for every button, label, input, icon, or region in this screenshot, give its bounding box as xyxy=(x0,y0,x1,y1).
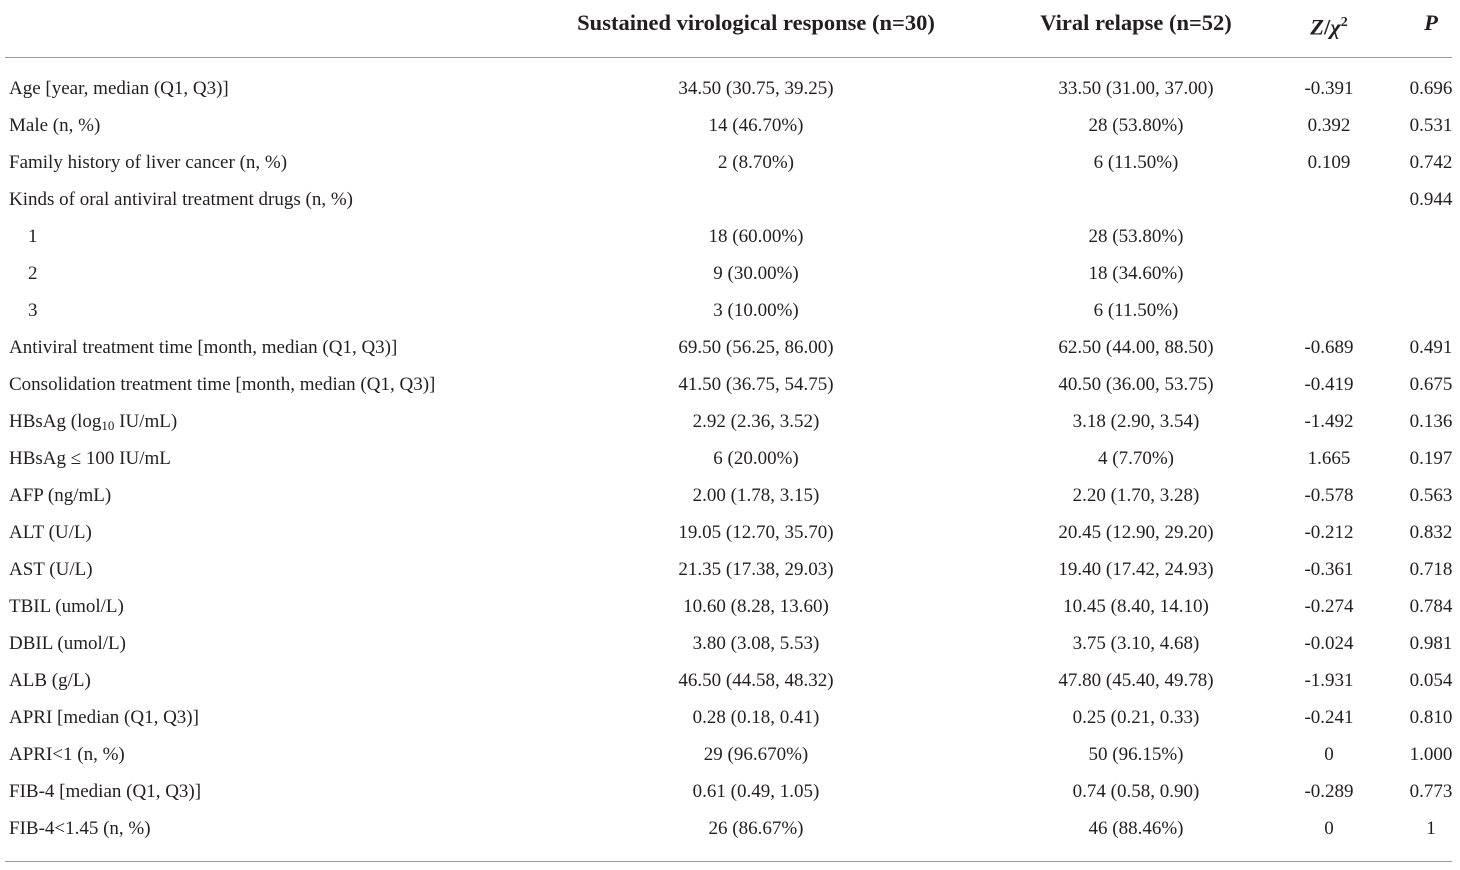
cell-p-value: 0.197 xyxy=(1409,448,1453,469)
header-stat-chi: χ xyxy=(1330,14,1341,40)
cell-statistic xyxy=(1285,292,1373,329)
cell-p-value: 0.742 xyxy=(1409,152,1453,173)
cell-svr: 46.50 (44.58, 48.32) xyxy=(678,670,834,691)
header-p xyxy=(1392,8,1460,38)
cell-svr: 69.50 (56.25, 86.00) xyxy=(678,337,834,358)
header-rule xyxy=(5,57,1452,58)
table-row xyxy=(0,736,1460,773)
row-label: 1 xyxy=(28,226,38,247)
table-row xyxy=(0,551,1460,588)
cell-statistic: -0.289 xyxy=(1304,781,1354,802)
header-statistic xyxy=(1285,8,1373,38)
cell-statistic: -0.578 xyxy=(1304,485,1354,506)
row-label: Family history of liver cancer (n, %) xyxy=(9,152,288,173)
cell-svr: 19.05 (12.70, 35.70) xyxy=(678,522,834,543)
cell-p-value xyxy=(1392,255,1460,292)
header-p-label: P xyxy=(1424,10,1438,35)
table-row xyxy=(0,403,1460,440)
cell-p-value: 0.832 xyxy=(1409,522,1453,543)
cell-statistic: 1.665 xyxy=(1307,448,1351,469)
cell-relapse: 6 (11.50%) xyxy=(1093,152,1179,173)
row-label: AFP (ng/mL) xyxy=(9,485,112,506)
cell-relapse: 40.50 (36.00, 53.75) xyxy=(1058,374,1214,395)
cell-statistic xyxy=(1285,255,1373,292)
row-label: ALB (g/L) xyxy=(9,670,91,691)
cell-statistic: -0.241 xyxy=(1304,707,1354,728)
cell-svr: 0.61 (0.49, 1.05) xyxy=(692,781,820,802)
row-label: DBIL (umol/L) xyxy=(9,633,126,654)
row-label: FIB-4<1.45 (n, %) xyxy=(9,818,151,839)
bottom-rule xyxy=(5,861,1452,862)
row-label: APRI<1 (n, %) xyxy=(9,744,125,765)
cell-svr: 3 (10.00%) xyxy=(713,300,799,321)
cell-p-value: 0.718 xyxy=(1409,559,1453,580)
table-row xyxy=(0,70,1460,107)
table-row xyxy=(0,625,1460,662)
cell-statistic: 0 xyxy=(1324,744,1334,765)
table-row xyxy=(0,366,1460,403)
table-row xyxy=(0,255,1460,292)
row-label: TBIL (umol/L) xyxy=(9,596,124,617)
row-label: Consolidation treatment time [month, median (Q1, Q3)] xyxy=(9,374,436,395)
cell-relapse: 47.80 (45.40, 49.78) xyxy=(1058,670,1214,691)
cell-p-value: 0.531 xyxy=(1409,115,1453,136)
header-stat-slash: / xyxy=(1324,14,1331,40)
cell-relapse: 2.20 (1.70, 3.28) xyxy=(1072,485,1200,506)
cell-p-value xyxy=(1392,218,1460,255)
cell-relapse: 4 (7.70%) xyxy=(1098,448,1174,469)
row-label-text: IU/mL) xyxy=(114,411,178,432)
cell-relapse: 19.40 (17.42, 24.93) xyxy=(1058,559,1214,580)
cell-svr: 2 (8.70%) xyxy=(718,152,794,173)
row-label: ALT (U/L) xyxy=(9,522,92,543)
cell-svr: 2.92 (2.36, 3.52) xyxy=(692,411,820,432)
cell-relapse: 3.18 (2.90, 3.54) xyxy=(1072,411,1200,432)
cell-svr: 6 (20.00%) xyxy=(713,448,799,469)
cell-relapse xyxy=(1010,181,1262,218)
cell-statistic: -0.024 xyxy=(1304,633,1354,654)
header-relapse: Viral relapse (n=52) xyxy=(1040,10,1232,35)
cell-p-value: 1 xyxy=(1426,818,1436,839)
table-row xyxy=(0,699,1460,736)
cell-statistic: -0.689 xyxy=(1304,337,1354,358)
row-label: Age [year, median (Q1, Q3)] xyxy=(9,78,229,99)
row-label-text: HBsAg (log xyxy=(9,411,102,432)
cell-p-value: 0.696 xyxy=(1409,78,1453,99)
cell-svr: 3.80 (3.08, 5.53) xyxy=(692,633,820,654)
table-row xyxy=(0,810,1460,847)
header-svr: Sustained virological response (n=30) xyxy=(577,10,935,35)
table-row xyxy=(0,292,1460,329)
table-row xyxy=(0,107,1460,144)
cell-relapse: 0.25 (0.21, 0.33) xyxy=(1072,707,1200,728)
row-label-subscript: 10 xyxy=(101,418,115,433)
cell-svr: 41.50 (36.75, 54.75) xyxy=(678,374,834,395)
cell-svr: 0.28 (0.18, 0.41) xyxy=(692,707,820,728)
table-row xyxy=(0,477,1460,514)
row-label: Kinds of oral antiviral treatment drugs (n, %) xyxy=(9,189,354,210)
row-label: HBsAg ≤ 100 IU/mL xyxy=(9,448,171,469)
row-label: FIB-4 [median (Q1, Q3)] xyxy=(9,781,202,802)
cell-p-value: 0.784 xyxy=(1409,596,1453,617)
cell-svr xyxy=(540,181,972,218)
cell-p-value: 0.491 xyxy=(1409,337,1453,358)
cell-relapse: 10.45 (8.40, 14.10) xyxy=(1063,596,1209,617)
cell-p-value xyxy=(1392,292,1460,329)
cell-statistic: -0.419 xyxy=(1304,374,1354,395)
cell-relapse: 46 (88.46%) xyxy=(1088,818,1184,839)
cell-statistic: 0.109 xyxy=(1307,152,1351,173)
table-row xyxy=(0,588,1460,625)
cell-relapse: 50 (96.15%) xyxy=(1088,744,1184,765)
cell-relapse: 18 (34.60%) xyxy=(1088,263,1184,284)
row-label: Male (n, %) xyxy=(9,115,101,136)
header-stat-z: Z xyxy=(1310,14,1324,40)
cell-statistic: -0.274 xyxy=(1304,596,1354,617)
cell-statistic: -1.931 xyxy=(1304,670,1354,691)
row-label xyxy=(9,403,177,440)
table-row xyxy=(0,440,1460,477)
table-row xyxy=(0,181,1460,218)
cell-statistic: 0.392 xyxy=(1307,115,1351,136)
cell-statistic: -0.361 xyxy=(1304,559,1354,580)
cell-relapse: 3.75 (3.10, 4.68) xyxy=(1072,633,1200,654)
cell-svr: 34.50 (30.75, 39.25) xyxy=(678,78,834,99)
row-label: 2 xyxy=(28,263,38,284)
cell-relapse: 28 (53.80%) xyxy=(1088,115,1184,136)
cell-svr: 18 (60.00%) xyxy=(708,226,804,247)
cell-svr: 21.35 (17.38, 29.03) xyxy=(678,559,834,580)
cell-statistic xyxy=(1285,218,1373,255)
cell-svr: 9 (30.00%) xyxy=(713,263,799,284)
cell-statistic xyxy=(1285,181,1373,218)
row-label: Antiviral treatment time [month, median (Q1, Q3)] xyxy=(9,337,398,358)
cell-svr: 10.60 (8.28, 13.60) xyxy=(683,596,829,617)
cell-svr: 29 (96.670%) xyxy=(703,744,809,765)
cell-svr: 14 (46.70%) xyxy=(708,115,804,136)
cell-statistic: 0 xyxy=(1324,818,1334,839)
table-row xyxy=(0,218,1460,255)
cell-p-value: 0.054 xyxy=(1409,670,1453,691)
cell-svr: 2.00 (1.78, 3.15) xyxy=(692,485,820,506)
cell-svr: 26 (86.67%) xyxy=(708,818,804,839)
row-label: AST (U/L) xyxy=(9,559,93,580)
cell-relapse: 6 (11.50%) xyxy=(1093,300,1179,321)
table-row xyxy=(0,773,1460,810)
table-row xyxy=(0,329,1460,366)
row-label: APRI [median (Q1, Q3)] xyxy=(9,707,199,728)
cell-relapse: 0.74 (0.58, 0.90) xyxy=(1072,781,1200,802)
cell-statistic: -0.391 xyxy=(1304,78,1354,99)
table-row xyxy=(0,662,1460,699)
cell-statistic: -0.212 xyxy=(1304,522,1354,543)
cell-relapse: 62.50 (44.00, 88.50) xyxy=(1058,337,1214,358)
cell-p-value: 0.675 xyxy=(1409,374,1453,395)
cell-p-value: 0.981 xyxy=(1409,633,1453,654)
cell-p-value: 0.563 xyxy=(1409,485,1453,506)
cell-relapse: 20.45 (12.90, 29.20) xyxy=(1058,522,1214,543)
cell-statistic: -1.492 xyxy=(1304,411,1354,432)
table-row xyxy=(0,144,1460,181)
header-stat-sup: 2 xyxy=(1340,15,1348,30)
cell-p-value: 1.000 xyxy=(1409,744,1453,765)
cell-relapse: 28 (53.80%) xyxy=(1088,226,1184,247)
cell-p-value: 0.773 xyxy=(1409,781,1453,802)
table-row xyxy=(0,514,1460,551)
cell-p-value: 0.944 xyxy=(1409,189,1453,210)
cell-relapse: 33.50 (31.00, 37.00) xyxy=(1058,78,1214,99)
cell-p-value: 0.810 xyxy=(1409,707,1453,728)
row-label: 3 xyxy=(28,300,38,321)
cell-p-value: 0.136 xyxy=(1409,411,1453,432)
